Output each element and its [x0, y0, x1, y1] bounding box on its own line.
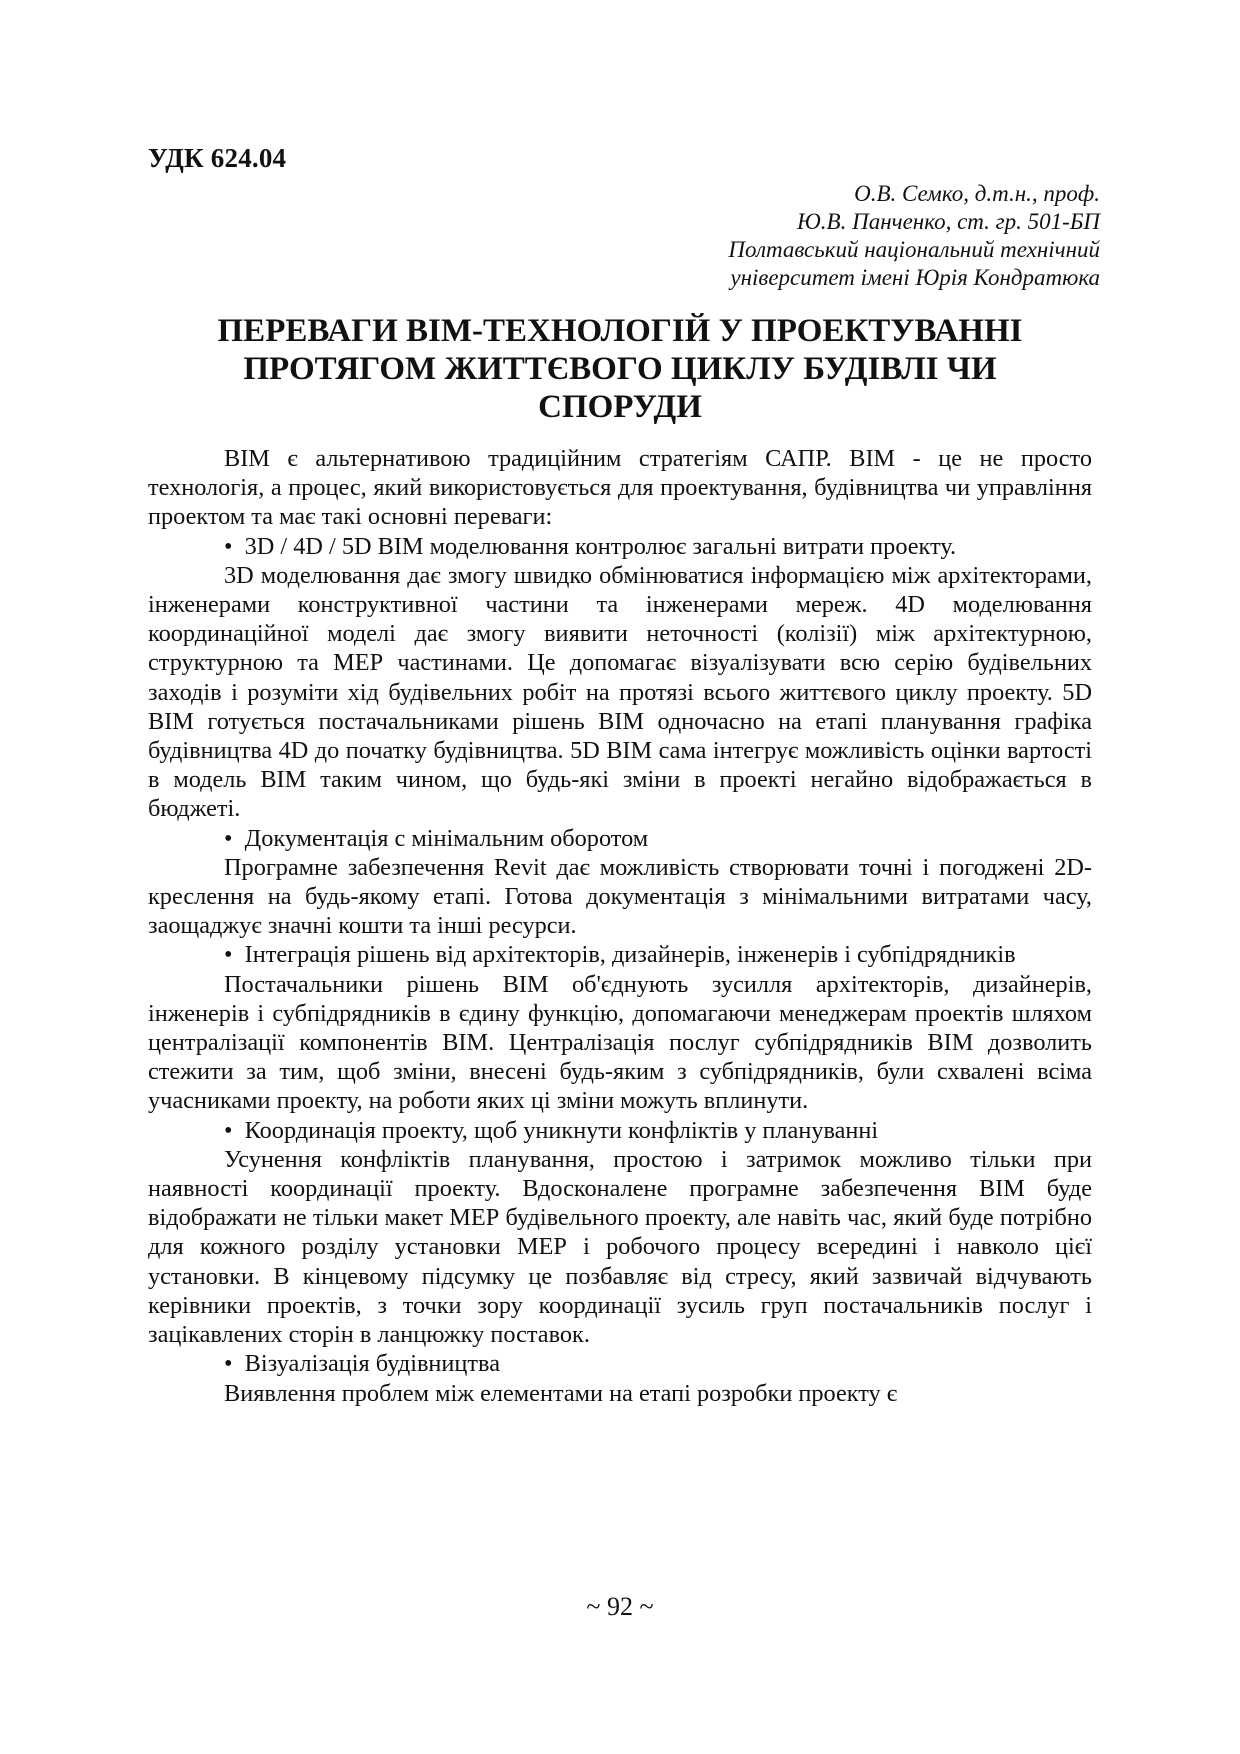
paragraph: Усунення конфліктів планування, простою і затримок можливо тільки при наявності координації проекту. Вдосконалене програмне забезпечення ВІМ буде відображати не тільки макет МЕР будівельного проекту, але навіть час, який буде потрібно для кожного розділу установки МЕР і робочого процесу всередині і навколо цієї установки. В кінцевому підсумку це позбавляє від стресу, який зазвичай відчувають керівники проектів, з точки зору координації зусиль груп постачальників послуг і зацікавлених сторін в ланцюжку поставок. [148, 1145, 1092, 1349]
article-body [148, 444, 1092, 1408]
bullet-item: • 3D / 4D / 5D ВІМ моделювання контролює загальні витрати проекту. [148, 532, 1092, 561]
title-line: ПЕРЕВАГИ ВІМ-ТЕХНОЛОГІЙ У ПРОЕКТУВАННІ [217, 313, 1023, 349]
affiliation-line: Полтавський національний технічний [728, 237, 1100, 262]
page-number: ~ 92 ~ [586, 1592, 654, 1621]
bullet-item: • Координація проекту, щоб уникнути конфліктів у плануванні [148, 1116, 1092, 1145]
article-title [150, 312, 1090, 426]
udc-code: УДК 624.04 [148, 143, 287, 173]
bullet-item: • Документація с мінімальним оборотом [148, 824, 1092, 853]
paragraph: 3D моделювання дає змогу швидко обмінюватися інформацією між архітекторами, інженерами конструктивної частини та інженерами мереж. 4D моделювання координаційної моделі дає змогу виявити неточності (колізії) між архітектурною, структурною та МЕР частинами. Це допомагає візуалізувати всю серію будівельних заходів і розуміти хід будівельних робіт на протязі всього життєвого циклу проекту. 5D ВІМ готується постачальниками рішень ВІМ одночасно на етапі планування графіка будівництва 4D до початку будівництва. 5D ВІМ сама інтегрує можливість оцінки вартості в модель ВІМ таким чином, що будь-які зміни в проекті негайно відображається в бюджеті. [148, 561, 1092, 823]
affiliation-line: університет імені Юрія Кондратюка [730, 265, 1100, 290]
author-block [540, 180, 1100, 292]
title-line: ПРОТЯГОМ ЖИТТЄВОГО ЦИКЛУ БУДІВЛІ ЧИ [243, 351, 997, 387]
title-line: СПОРУДИ [538, 389, 702, 425]
author-line: О.В. Семко, д.т.н., проф. [854, 181, 1100, 206]
paragraph: Програмне забезпечення Revit дає можливість створювати точні і погоджені 2D-креслення на будь-якому етапі. Готова документація з мінімальними витратами часу, заощаджує значні кошти та інші ресурси. [148, 853, 1092, 940]
paragraph: ВІМ є альтернативою традиційним стратегіям САПР. ВІМ - це не просто технологія, а процес, який використовується для проектування, будівництва чи управління проектом та має такі основні переваги: [148, 445, 1092, 531]
bullet-item: • Інтеграція рішень від архітекторів, дизайнерів, інженерів і субпідрядників [148, 940, 1092, 969]
bullet-item: • Візуалізація будівництва [148, 1349, 1092, 1378]
author-line: Ю.В. Панченко, ст. гр. 501-БП [797, 209, 1100, 234]
paragraph: Виявлення проблем між елементами на етапі розробки проекту є [224, 1379, 898, 1407]
paragraph: Постачальники рішень ВІМ об'єднують зусилля архітекторів, дизайнерів, інженерів і субпідрядників в єдину функцію, допомагаючи менеджерам проектів шляхом централізації компонентів ВІМ. Централізація послуг субпідрядників ВІМ дозволить стежити за тим, щоб зміни, внесені будь-яким з субпідрядників, були схвалені всіма учасниками проекту, на роботи яких ці зміни можуть вплинути. [148, 970, 1092, 1115]
